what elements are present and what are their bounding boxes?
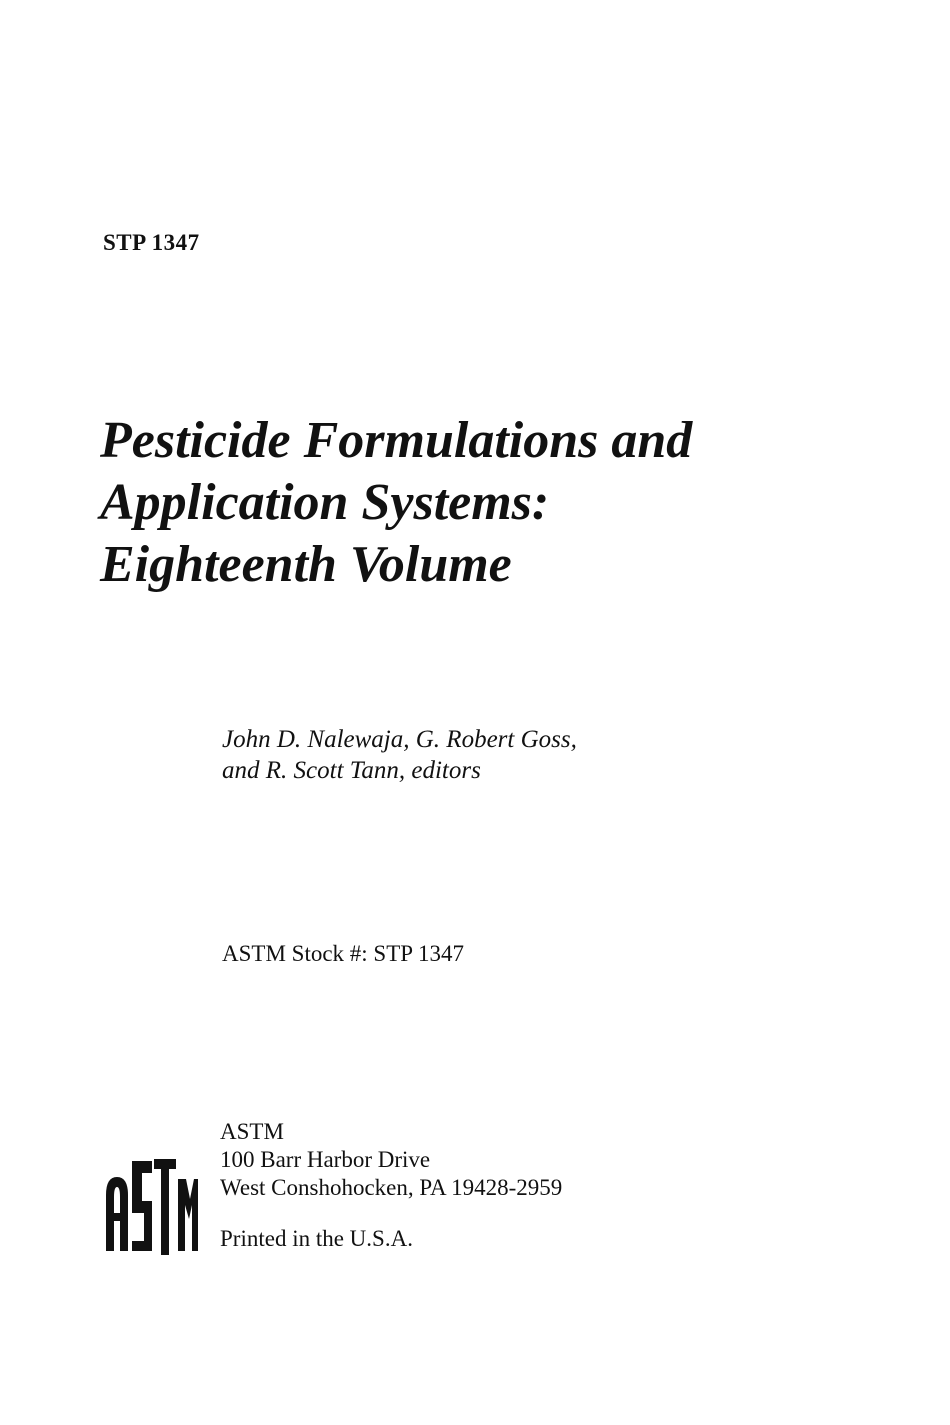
stock-number: ASTM Stock #: STP 1347 [222,941,464,966]
series-number: STP 1347 [103,230,200,255]
astm-logo-icon [104,1155,200,1258]
printed-in: Printed in the U.S.A. [220,1226,413,1251]
editors-line-2: and R. Scott Tann, editors [222,757,481,784]
book-title [100,410,880,596]
editors [222,724,577,786]
book-title-line-1: Pesticide Formulations and [100,412,693,469]
publisher-street: 100 Barr Harbor Drive [220,1147,431,1172]
publisher-name: ASTM [220,1119,284,1144]
book-title-line-2: Application Systems: [100,474,550,531]
book-title-line-3: Eighteenth Volume [100,536,512,593]
publisher-city: West Conshohocken, PA 19428-2959 [220,1175,563,1200]
publisher-address [220,1118,562,1202]
editors-line-1: John D. Nalewaja, G. Robert Goss, [222,726,577,753]
